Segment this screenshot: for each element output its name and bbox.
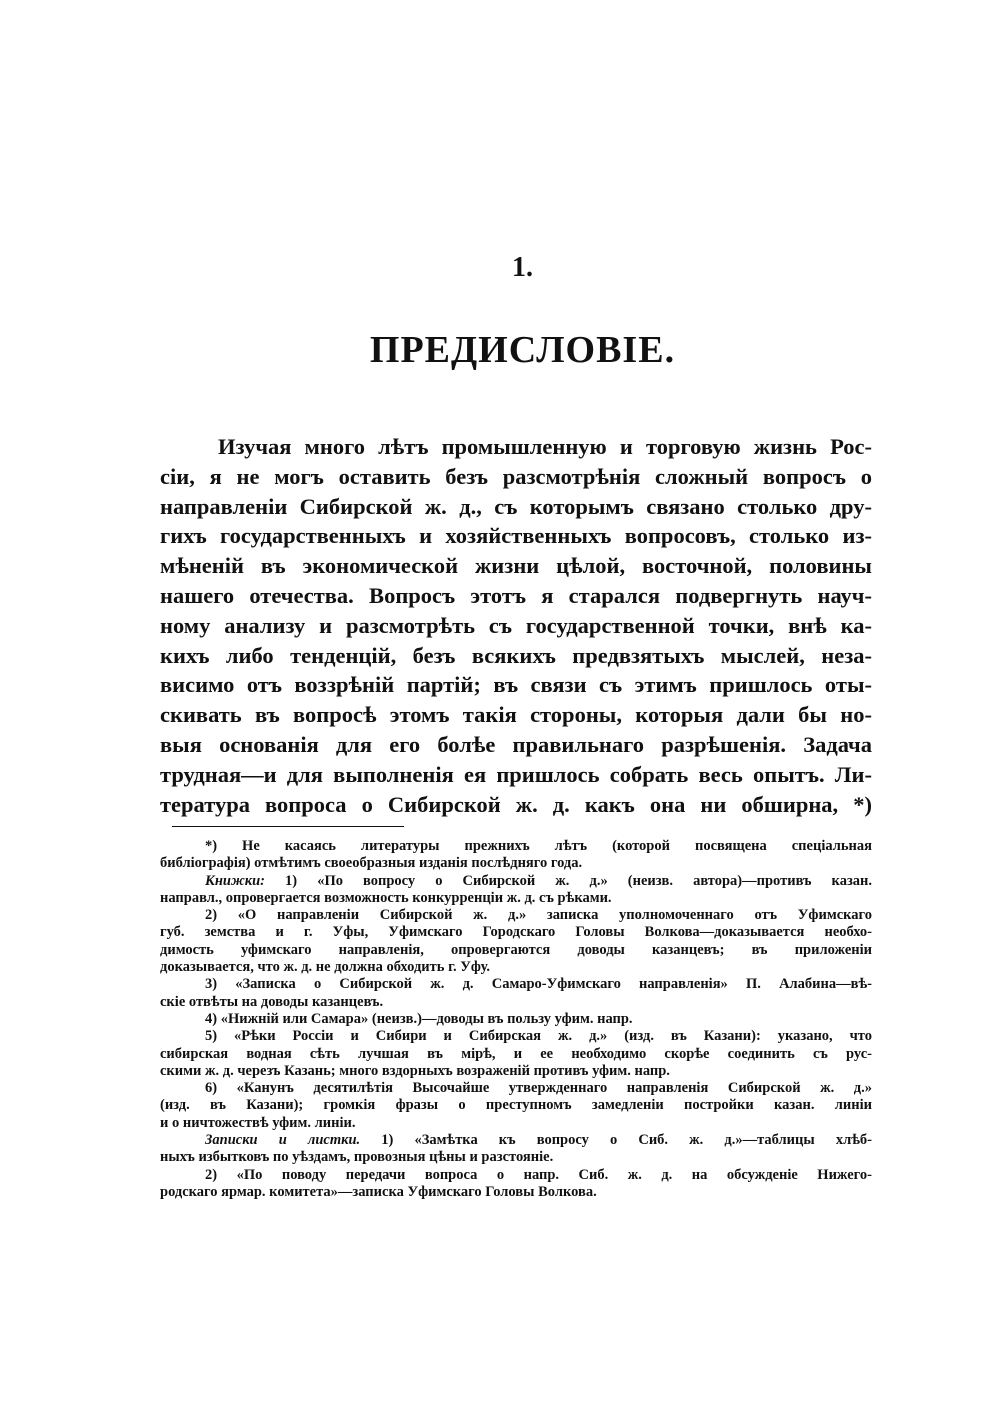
footnote-text: родскаго ярмар. комитета»—записка Уфимскаго Головы Волкова. — [160, 1183, 597, 1200]
footnote-text: 3) «Записка о Сибирской ж. д. Самаро-Уфимскаго направленія» П. Алабина—вѣ- — [205, 976, 872, 993]
footnote-line — [160, 890, 872, 907]
text-line: ному анализу и разсмотрѣть съ государственной точки, внѣ ка- — [160, 612, 872, 638]
footnote-text: губ. земства и г. Уфы, Уфимскаго Городскаго Головы Волкова—доказывается необхо- — [160, 924, 872, 941]
footnote-line — [160, 976, 872, 993]
text-line: скивать въ вопросѣ этомъ такія стороны, которыя дали бы но- — [160, 702, 872, 728]
footnote-line — [160, 942, 872, 959]
footnote-text: 2) «По поводу передачи вопроса о напр. Сиб. ж. д. на обсужденіе Нижего- — [205, 1166, 872, 1183]
text-line: трудная—и для выполненія ея пришлось собрать весь опытъ. Ли- — [160, 761, 872, 787]
footnote-text: 6) «Канунъ десятилѣтія Высочайше утвержденнаго направленія Сибирской ж. д.» — [205, 1080, 872, 1097]
footnote-text: доказывается, что ж. д. не должна обходить г. Уфу. — [160, 959, 491, 976]
footnote-text: направл., опровергается возможность конкурренціи ж. д. съ рѣками. — [160, 889, 612, 906]
footnote-line — [160, 959, 872, 976]
footnote-line — [160, 1115, 872, 1132]
footnote-text: библіографія) отмѣтимъ своеобразныя изданія послѣдняго года. — [160, 855, 583, 872]
footnote-text: 2) «О направленіи Сибирской ж. д.» записка уполномоченнаго отъ Уфимскаго — [205, 907, 872, 924]
footnote-line — [160, 1097, 872, 1114]
chapter-title: ПРЕДИСЛОВІЕ. — [369, 329, 676, 371]
footnote-section-label: Записки и листки. — [205, 1132, 361, 1149]
footnote-line — [160, 907, 872, 924]
chapter-number: 1. — [512, 252, 533, 283]
text-line: Изучая много лѣтъ промышленную и торговую жизнь Рос- — [218, 434, 872, 459]
text-line: тература вопроса о Сибирской ж. д. какъ она ни обширна, *) — [160, 791, 872, 817]
text-line: гихъ государственныхъ и хозяйственныхъ вопросовъ, столько из- — [160, 523, 872, 549]
footnote-section-label: Книжки: — [205, 872, 265, 889]
footnote-line — [160, 1046, 872, 1063]
footnote-line — [160, 1028, 872, 1045]
footnote-text: 4) «Нижній или Самара» (неизв.)—доводы въ пользу уфим. напр. — [205, 1010, 633, 1027]
footnote-line — [160, 1080, 872, 1097]
footnote-line — [160, 1149, 872, 1166]
footnote-line — [160, 924, 872, 941]
footnote-line — [160, 1184, 872, 1201]
footnote-text: (изд. въ Казани); громкія фразы о преступномъ замедленіи постройки казан. линіи — [160, 1097, 872, 1114]
footnote-text: ныхъ избытковъ по уѣздамъ, провозныя цѣны и разстояніе. — [160, 1149, 554, 1166]
footnote-text: 5) «Рѣки Россіи и Сибири и Сибирская ж. д.» (изд. въ Казани): указано, что — [205, 1028, 872, 1045]
footnote-line — [160, 838, 872, 855]
footnote-text: 1) «По вопросу о Сибирской ж. д.» (неизв. автора)—противъ казан. — [265, 872, 872, 889]
text-line: мѣненій въ экономической жизни цѣлой, восточной, половины — [160, 553, 872, 579]
text-line: кихъ либо тенденцій, безъ всякихъ предвзятыхъ мыслей, неза- — [160, 642, 872, 668]
footnote-separator — [172, 826, 404, 827]
footnote-line — [160, 1167, 872, 1184]
text-line: направленіи Сибирской ж. д., съ которымъ связано столько дру- — [160, 493, 872, 519]
footnote-line — [160, 1132, 872, 1149]
footnote-text: 1) «Замѣтка къ вопросу о Сиб. ж. д.»—таблицы хлѣб- — [360, 1132, 872, 1149]
footnote-line — [160, 1011, 872, 1028]
footnote-line — [160, 873, 872, 890]
text-line: сіи, я не могъ оставить безъ разсмотрѣнія сложный вопросъ о — [160, 463, 872, 489]
text-line: нашего отечества. Вопросъ этотъ я старался подвергнуть науч- — [160, 582, 872, 608]
footnote-text: сибирская водная сѣть лучшая въ мірѣ, и ее необходимо скорѣе соединить съ рус- — [160, 1045, 872, 1062]
footnote-text: димость уфимскаго направленія, опровергаются доводы казанцевъ; въ приложеніи — [160, 941, 872, 958]
footnote-line — [160, 855, 872, 872]
footnote-text: скими ж. д. черезъ Казань; много вздорныхъ возраженій противъ уфим. напр. — [160, 1062, 670, 1079]
text-line: выя основанія для его болѣе правильнаго разрѣшенія. Задача — [160, 731, 872, 757]
preface-paragraph — [160, 432, 872, 819]
footnote-text: *) Не касаясь литературы прежнихъ лѣтъ (которой посвящена спеціальная — [205, 838, 872, 854]
footnotes — [160, 838, 872, 1201]
footnote-text: и о ничтожествѣ уфим. линіи. — [160, 1114, 356, 1131]
text-line: висимо отъ воззрѣній партій; въ связи съ этимъ пришлось оты- — [160, 672, 872, 698]
footnote-text: скіе отвѣты на доводы казанцевъ. — [160, 993, 384, 1010]
footnote-line — [160, 1063, 872, 1080]
footnote-line — [160, 994, 872, 1011]
